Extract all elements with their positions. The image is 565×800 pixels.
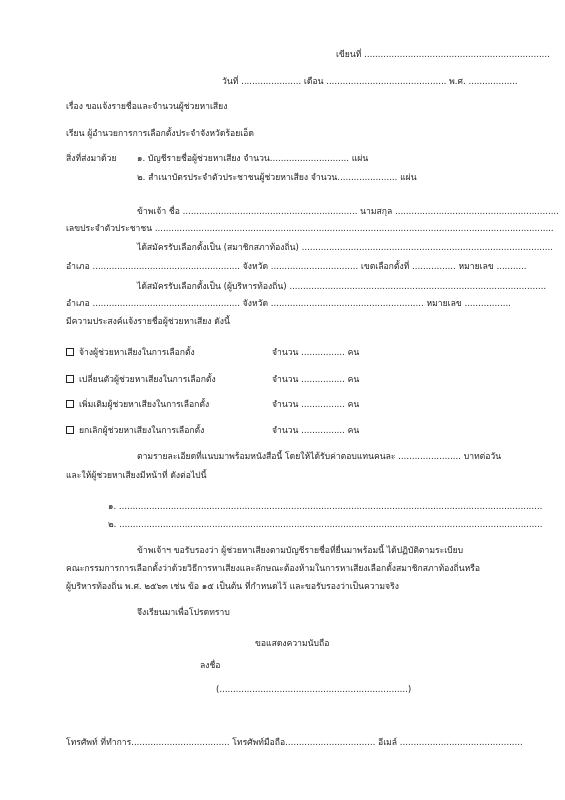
compensation-line-1: ตามรายละเอียดที่แนบมาพร้อมหนังสือนี้ โดยให้ได้รับค่าตอบแทนคนละ ....................... บาทต่อวัน — [137, 452, 502, 462]
option-label: เพิ่มเติมผู้ช่วยหาเสียงในการเลือกตั้ง — [79, 400, 210, 410]
option-checkbox[interactable] — [66, 375, 74, 383]
option-row[interactable] — [66, 348, 195, 359]
option-count: จำนวน ................ คน — [272, 400, 360, 410]
signature-label: ลงชื่อ — [200, 661, 221, 671]
enclosure-item-2: ๒. สำเนาบัตรประจำตัวประชาชนผู้ช่วยหาเสียง จำนวน...................... แผ่น — [137, 173, 417, 183]
written-at-line: เขียนที่ .................................................................... — [336, 50, 550, 60]
signature-name-line: (.....................................................................) — [216, 685, 412, 695]
option-count: จำนวน ................ คน — [272, 426, 360, 436]
enclosure-item-1: ๑. บัญชีรายชื่อผู้ช่วยหาเสียง จำนวน............................. แผ่น — [137, 154, 369, 164]
certification-line-3: ผู้บริหารท้องถิ่น พ.ศ. ๒๕๖๓ เช่น ข้อ ๑๕ เป็นต้น ที่กำหนดไว้ และขอรับรองว่าเป็นความจริง — [66, 582, 399, 592]
option-checkbox[interactable] — [66, 348, 74, 356]
option-row[interactable] — [66, 375, 216, 386]
certification-line-1: ข้าพเจ้าฯ ขอรับรองว่า ผู้ช่วยหาเสียงตามบัญชีรายชื่อที่ยื่นมาพร้อมนี้ ได้ปฏิบัติตามระเบียบ — [137, 546, 464, 556]
option-label: ยกเลิกผู้ช่วยหาเสียงในการเลือกตั้ง — [79, 426, 205, 436]
option-label: เปลี่ยนตัวผู้ช่วยหาเสียงในการเลือกตั้ง — [79, 375, 216, 385]
option-count: จำนวน ................ คน — [272, 375, 360, 385]
enclosure-label: สิ่งที่ส่งมาด้วย — [66, 154, 117, 164]
applicant-id-line: เลขประจำตัวประชาชน .................................................................................................................................................. — [66, 224, 554, 234]
executive-candidacy-line: ได้สมัครรับเลือกตั้งเป็น (ผู้บริหารท้องถิ่น) .............................................................................................. — [137, 282, 547, 292]
option-checkbox[interactable] — [66, 426, 74, 434]
option-row[interactable] — [66, 400, 209, 411]
option-count: จำนวน ................ คน — [272, 348, 360, 358]
subject-line: เรื่อง ขอแจ้งรายชื่อและจำนวนผู้ช่วยหาเสียง — [66, 102, 228, 112]
regards-line: ขอแสดงความนับถือ — [255, 639, 330, 649]
closing-line: จึงเรียนมาเพื่อโปรดทราบ — [137, 608, 230, 618]
duty-line-1: ๑. ........................................................................................................................................................... — [108, 502, 543, 512]
compensation-line-2: และให้ผู้ช่วยหาเสียงมีหน้าที่ ดังต่อไปนี้ — [66, 471, 207, 481]
recipient-line: เรียน ผู้อำนวยการการเลือกตั้งประจำจังหวัดร้อยเอ็ด — [66, 129, 254, 139]
applicant-name-line: ข้าพเจ้า ชื่อ ................................................................ นามสกุล ............................................................ — [137, 207, 559, 217]
option-checkbox[interactable] — [66, 400, 74, 408]
option-row[interactable] — [66, 426, 204, 437]
date-line: วันที่ ...................... เดือน ............................................ พ.ศ. .................. — [222, 77, 518, 87]
council-area-line: อำเภอ ...................................................... จังหวัด ................................ เขตเลือกตั้งที่ ................ หมายเลข ........... — [66, 262, 527, 272]
intent-line: มีความประสงค์แจ้งรายชื่อผู้ช่วยหาเสียง ดังนี้ — [66, 317, 230, 327]
duty-line-2: ๒. ........................................................................................................................................................... — [108, 520, 543, 530]
council-candidacy-line: ได้สมัครรับเลือกตั้งเป็น (สมาชิกสภาท้องถิ่น) ............................................................................................ — [137, 243, 553, 253]
contact-line: โทรศัพท์ ที่ทำการ.................................... โทรศัพท์มือถือ................................. อีเมล์ ............................................. — [66, 738, 523, 748]
executive-area-line: อำเภอ ...................................................... จังหวัด ........................................................ หมายเลข ................. — [66, 299, 511, 309]
option-label: จ้างผู้ช่วยหาเสียงในการเลือกตั้ง — [79, 348, 195, 358]
certification-line-2: คณะกรรมการการเลือกตั้งว่าด้วยวิธีการหาเสียงและลักษณะต้องห้ามในการหาเสียงเลือกตั้งสมาชิกสภาท้องถิ่นหรือ — [66, 564, 481, 574]
